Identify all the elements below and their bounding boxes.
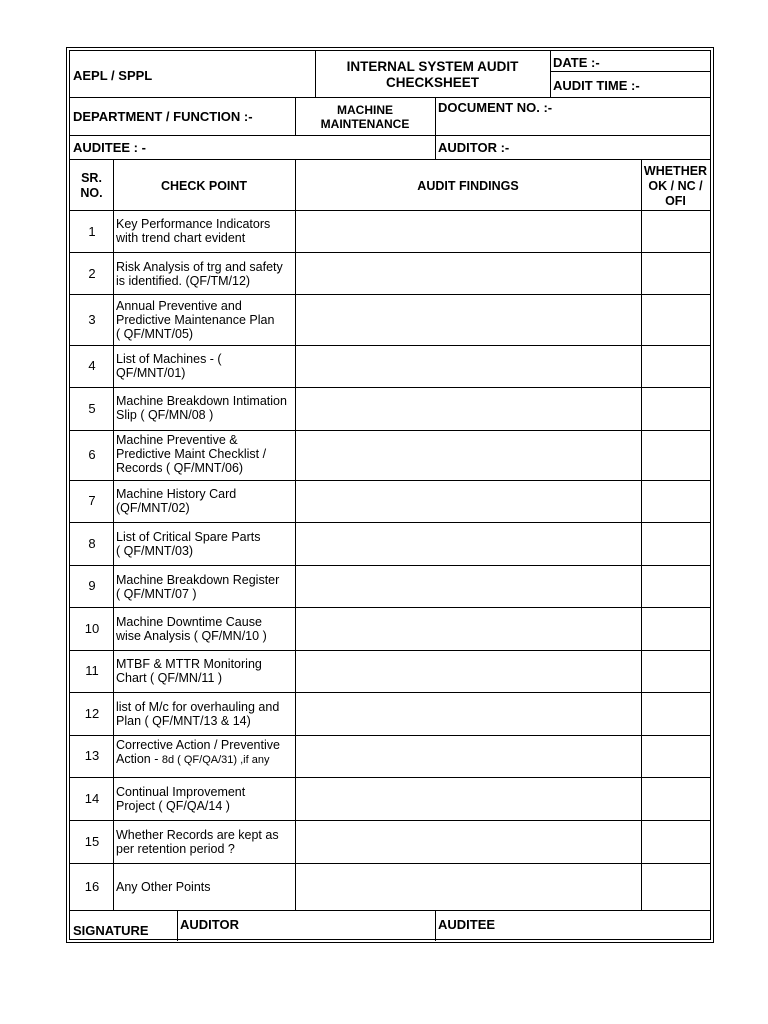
row-7-sr: 7 bbox=[88, 493, 96, 508]
row-12-check-point: list of M/c for overhauling and Plan ( QF/MNT/13 & 14) bbox=[116, 700, 280, 728]
auditee-field[interactable]: AUDITEE : - bbox=[73, 140, 146, 155]
check-point-header: CHECK POINT bbox=[160, 179, 248, 193]
row-divider bbox=[70, 777, 710, 778]
row-11-sr: 11 bbox=[85, 663, 99, 678]
status-header-line2: OK / NC / bbox=[648, 179, 703, 193]
company-name: AEPL / SPPL bbox=[73, 68, 153, 83]
row-divider bbox=[70, 345, 710, 346]
row-1-sr: 1 bbox=[88, 224, 96, 239]
row-divider bbox=[70, 430, 710, 431]
form-title-line2: CHECKSHEET bbox=[385, 75, 479, 90]
row-2-check-point: Risk Analysis of trg and safety is identified. (QF/TM/12) bbox=[116, 260, 283, 288]
row-divider bbox=[70, 863, 710, 864]
form-title-line1: INTERNAL SYSTEM AUDIT bbox=[346, 59, 519, 74]
document-no-field[interactable]: DOCUMENT NO. :- bbox=[438, 100, 553, 115]
row-1-check-point: Key Performance Indicators with trend chart evident bbox=[116, 217, 271, 245]
row-divider bbox=[70, 480, 710, 481]
row-9-sr: 9 bbox=[88, 578, 96, 593]
row-3-sr: 3 bbox=[88, 312, 96, 327]
row-5-check-point: Machine Breakdown Intimation Slip ( QF/MN/08 ) bbox=[116, 394, 287, 422]
date-divider bbox=[550, 71, 710, 72]
row-13-check-point-reference: 8d ( QF/QA/31) ,if any bbox=[161, 754, 270, 766]
row-divider bbox=[70, 294, 710, 295]
row-16-sr: 16 bbox=[84, 879, 100, 894]
row-15-sr: 15 bbox=[84, 834, 100, 849]
checksheet-frame bbox=[69, 50, 711, 940]
row-4-check-point: List of Machines - ( QF/MNT/01) bbox=[116, 352, 222, 380]
status-header-line1: WHETHER bbox=[643, 164, 708, 178]
row-13-check-point-prefix: Action - bbox=[116, 752, 162, 766]
row-2-sr: 2 bbox=[88, 266, 96, 281]
row-15-check-point: Whether Records are kept as per retention period ? bbox=[116, 828, 279, 856]
column-header-divider bbox=[70, 210, 710, 211]
header-divider bbox=[70, 97, 710, 98]
date-field[interactable]: DATE :- bbox=[553, 55, 600, 70]
row-14-sr: 14 bbox=[84, 791, 100, 806]
row-13-sr: 13 bbox=[84, 748, 100, 763]
row-8-sr: 8 bbox=[88, 536, 96, 551]
auditor-field[interactable]: AUDITOR :- bbox=[438, 140, 510, 155]
title-left-divider bbox=[315, 51, 316, 97]
row-divider bbox=[70, 565, 710, 566]
row-10-sr: 10 bbox=[84, 621, 100, 636]
audit-checksheet bbox=[66, 47, 714, 943]
row-4-sr: 4 bbox=[88, 358, 96, 373]
row-11-check-point: MTBF & MTTR Monitoring Chart ( QF/MN/11 ) bbox=[116, 657, 262, 685]
row-10-check-point: Machine Downtime Cause wise Analysis ( QF/MN/10 ) bbox=[116, 615, 267, 643]
status-header-line3: OFI bbox=[665, 194, 686, 208]
row-divider bbox=[70, 522, 710, 523]
row-divider bbox=[70, 650, 710, 651]
auditee-auditor-divider bbox=[435, 135, 436, 159]
row-13-check-point-line1: Corrective Action / Preventive bbox=[116, 738, 280, 752]
row-divider bbox=[70, 910, 710, 911]
sr-no-header-line1: SR. bbox=[81, 171, 102, 185]
findings-column-divider bbox=[641, 159, 642, 910]
department-label: DEPARTMENT / FUNCTION :- bbox=[73, 109, 253, 124]
row-divider bbox=[70, 607, 710, 608]
row-7-check-point: Machine History Card (QF/MNT/02) bbox=[116, 487, 237, 515]
auditor-signature-field[interactable]: AUDITOR bbox=[180, 917, 239, 932]
signature-label: SIGNATURE bbox=[73, 923, 149, 938]
signature-divider bbox=[177, 910, 178, 941]
row-divider bbox=[70, 820, 710, 821]
department-divider bbox=[70, 135, 710, 136]
sr-no-header-line2: NO. bbox=[80, 186, 103, 200]
department-divider-right bbox=[435, 97, 436, 135]
row-divider bbox=[70, 735, 710, 736]
department-value-line1: MACHINE bbox=[337, 103, 393, 117]
row-divider bbox=[70, 692, 710, 693]
row-6-check-point: Machine Preventive & Predictive Maint Checklist / Records ( QF/MNT/06) bbox=[116, 433, 267, 475]
audit-findings-header: AUDIT FINDINGS bbox=[417, 179, 519, 193]
row-divider bbox=[70, 387, 710, 388]
row-14-check-point: Continual Improvement Project ( QF/QA/14 ) bbox=[116, 785, 246, 813]
row-9-check-point: Machine Breakdown Register ( QF/MNT/07 ) bbox=[116, 573, 280, 601]
department-value-line2: MAINTENANCE bbox=[320, 117, 410, 131]
row-16-check-point: Any Other Points bbox=[116, 880, 211, 894]
row-3-check-point: Annual Preventive and Predictive Maintenance Plan ( QF/MNT/05) bbox=[116, 299, 275, 341]
title-right-divider bbox=[550, 51, 551, 97]
row-6-sr: 6 bbox=[88, 447, 96, 462]
auditor-auditee-divider bbox=[435, 910, 436, 941]
auditee-signature-field[interactable]: AUDITEE bbox=[438, 917, 496, 932]
row-5-sr: 5 bbox=[88, 401, 96, 416]
row-8-check-point: List of Critical Spare Parts ( QF/MNT/03) bbox=[116, 530, 261, 558]
row-13-check-point-line2 bbox=[116, 752, 296, 767]
row-12-sr: 12 bbox=[84, 706, 100, 721]
row-divider bbox=[70, 252, 710, 253]
auditee-divider bbox=[70, 159, 710, 160]
audit-time-field[interactable]: AUDIT TIME :- bbox=[553, 78, 640, 93]
